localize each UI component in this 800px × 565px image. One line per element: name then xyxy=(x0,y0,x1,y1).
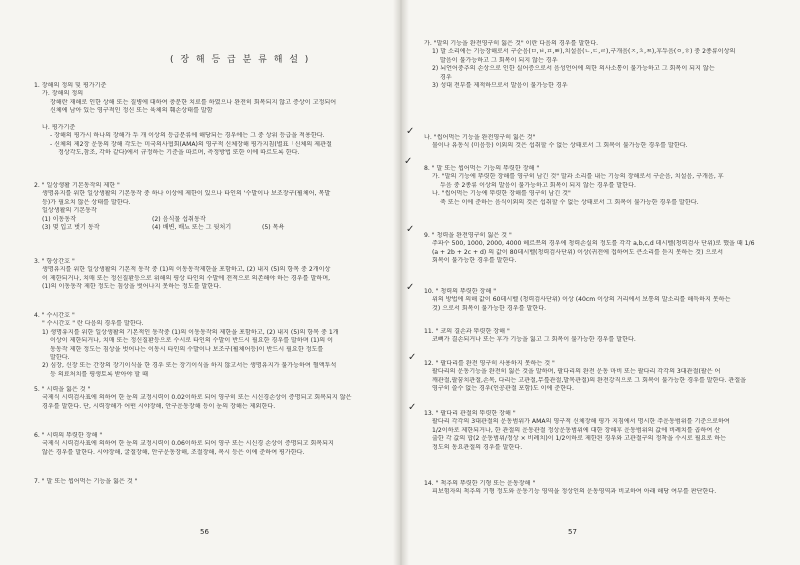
section-constant-care xyxy=(34,258,384,292)
page-number: 57 xyxy=(568,528,577,536)
basic-actions-row xyxy=(34,224,384,232)
text-line: 두음 중 2종류 이상의 발음이 불가능하고 회복이 되지 않는 경우를 말한다. xyxy=(440,181,636,189)
text-line: 출한 각 값의 합(2 운동범위/정상 × 비례치)이 1/2이하로 제한된 경우와 고관절구의 정착을 수시로 필요로 하는 xyxy=(432,435,727,443)
text-line: - 장해의 평가시 하나의 장해가 두 개 이상의 등급분류에 해당되는 경우에는 그 중 상위 등급을 적용한다. xyxy=(50,132,325,140)
section-heading: 11. " 코의 결손과 뚜렷한 장해 " xyxy=(424,328,510,335)
check-mark-icon: ✓ xyxy=(406,282,415,293)
text-line: 1) 말 소리에는 기능장해로서 구순음(ㅁ,ㅂ,ㅍ,ㅃ),치설음(ㄴ,ㄷ,ㄹ),구개음(ㅈ,ㅊ,ㅉ),후두음(ㅇ,ㅎ) 중 2종류이상의 xyxy=(432,48,736,56)
text-line: 경우를 말한다. 단, 시력장해가 어떤 시야장해, 안구운동장해 등이 눈의 장해는 제외한다. xyxy=(42,402,276,410)
text-line: 등 의료처치를 평생토록 받아야 할 때 xyxy=(50,370,148,378)
text-line: 국제식 시력검사표에 의하여 한 눈의 교정시력이 0.02이하로 되어 영구히 또는 시신경손상이 증명되고 회복되지 않은 xyxy=(42,394,352,402)
basic-actions-row xyxy=(34,216,384,224)
section-speech-impairment xyxy=(424,165,784,207)
text-line: 피보험자의 척추의 기형 정도와 운동기능 영역을 정상인의 운동영역과 비교하여 아래 해당 여부를 판단한다. xyxy=(432,488,717,496)
text-line: 물이나 유동식 (미음등) 이외의 것은 섭취할 수 없는 상태로서 그 회복이 불가능한 경우를 말한다. xyxy=(432,142,688,150)
section-nose xyxy=(424,328,784,345)
text-line: 이상이 제한되거나, 치매 또는 정신질환등으로 수시로 타인의 수발이 반드시 필요한 경우를 말하며 (1)의 이 xyxy=(50,337,333,345)
text-line: 가. "말의 기능에 뚜렷한 장해를 영구히 남긴 것" 말과 소리를 내는 기능의 장해로서 구순음, 치설음, 구개음, 후 xyxy=(432,173,724,181)
text-line: 죽 또는 이에 준하는 음식이외의 것은 섭취할 수 없는 상태로서 그 회복이 불가능한 경우를 말한다. xyxy=(440,198,699,206)
section-speech-loss xyxy=(34,478,384,486)
left-page xyxy=(20,0,390,565)
section-heading: 9. " 청력을 완전영구히 잃은 것 " xyxy=(424,232,512,239)
section-heading: 1. 장해의 정의 및 평가기준 xyxy=(34,82,107,89)
text-line: 것) 으로서 회복이 불가능한 경우를 말한다. xyxy=(432,304,547,312)
section-loss-of-sight xyxy=(34,386,384,411)
text-line: 2) 뇌언어중추의 손상으로 인한 실어증으로서 음성언어에 의한 의사소통이 불가능하고 그 회복이 되지 않는 xyxy=(432,65,715,73)
section-heading: 14. " 척추의 뚜렷한 기형 또는 운동장해 " xyxy=(424,480,536,487)
basic-action: (1) 이동동작 xyxy=(42,215,77,223)
section-limbs-complete xyxy=(424,360,784,394)
section-heading: 13. " 팔다리 관절의 뚜렷한 장해 " xyxy=(424,410,516,417)
text-line: 경우 xyxy=(440,73,452,81)
text-line: 발음이 불가능하고 그 회복이 되지 않는 경우 xyxy=(440,56,558,64)
subheading: 나. "씹어먹는 기능을 완전영구히 잃은 것" xyxy=(424,134,536,141)
text-line: 장해란 재해로 인한 상해 또는 질병에 대하여 충분한 치료를 하였으나 완전히 회복되지 않고 증상이 고정되어 xyxy=(50,98,337,106)
text-line: 팔다리 각각의 3대관절의 운동범위가 AMA의 영구적 신체장해 평가 지침에서 명시한 주운동범위를 기준으로하여 xyxy=(432,418,730,426)
section-heading: 6. " 시력의 뚜렷한 장해 " xyxy=(34,432,103,439)
section-hearing-impairment xyxy=(424,288,784,313)
text-line: 정도의 동요관절의 경우를 말한다. xyxy=(432,443,523,451)
text-line: 생명유지를 위한 일상생활의 기본적 동작 중 (1)의 이동동작제한을 포함하고, (2) 내지 (5)의 항목 중 2개이상 xyxy=(42,266,331,274)
section-heading: 4. " 수시간호 " xyxy=(34,312,75,319)
check-mark-icon: ✓ xyxy=(406,224,415,235)
basic-action: (2) 음식물 섭취동작 xyxy=(152,215,206,223)
text-line: 말한다. xyxy=(50,354,70,362)
subheading: 가. "말의 기능을 완전영구히 잃은 것" 이란 다음의 경우를 말한다. xyxy=(424,40,599,47)
text-line: 주파수 500, 1000, 2000, 4000 헤르쯔의 경우에 청력손실의 정도를 각각 a,b,c,d 데시벨(청력검사 단위)로 했을 때 1/6 xyxy=(432,240,755,248)
text-line: 1/2이하로 제한되거나, 한 관절의 운동관절 정상운동범위에 대한 장해후 운동범위의 값에 비례치를 곱하여 산 xyxy=(432,426,721,434)
text-line: 나. "씹어먹는 기능에 뚜렷한 장해를 영구히 남긴 것" xyxy=(432,190,571,198)
text-line: 등)가 필요치 않은 상태를 말한다. xyxy=(42,198,131,206)
section-heading: 8. " 말 또는 씹어먹는 기능의 뚜렷한 장해 " xyxy=(424,165,540,172)
check-mark-icon: ✓ xyxy=(408,402,417,413)
section-heading: 5. " 시력을 잃은 것 " xyxy=(34,386,91,393)
text-line: 이 제한되거나, 치매 또는 정신질환등으로 위해의 평상 타인의 수발에 전적으로 의존해야 하는 경우를 말하며, xyxy=(42,274,331,282)
page-number: 56 xyxy=(200,528,209,536)
text-line: 정상각도,참조, 각하 같다)에서 규정하는 기준을 따르며, 측정방법 또한 이에 따르도록 한다. xyxy=(58,149,300,157)
text-line: - 신체의 제2장 운동의 장해 각도는 미국의사협회(AMA)의 영구적 신체장해 평가지침(별표「신체의 제관절 xyxy=(50,140,332,148)
text-line: 1) 생명유지를 위한 일상생활의 기본적인 동작중 (1)의 이동동작의 제한을 포함하고, (2) 내지 (5)의 항목 중 1개 xyxy=(42,328,339,336)
section-heading: 3. " 항상간호 " xyxy=(34,258,75,265)
text-line: 코뼈가 결손되거나 또는 후가 기능을 잃고 그 회복이 불가능한 경우를 말한다. xyxy=(432,336,636,344)
text-line: 국제식 시력검사표에 의하여 한 눈의 교정시력이 0.06이하로 되어 영구 또는 시신경 손상이 증명되고 회복되지 xyxy=(42,440,334,448)
section-occasional-care xyxy=(34,312,384,379)
subheading: 나. 평가기준 xyxy=(42,124,76,132)
section-spine xyxy=(424,480,784,497)
section-chewing-complete xyxy=(424,134,784,151)
text-line: 않은 경우를 말한다. 시야장해, 굴절장해, 안구운동장해, 조절장해, 복시 등은 이에 준하여 평가한다. xyxy=(42,448,305,456)
text-line: 회복이 불가능한 경우를 말한다. xyxy=(432,257,517,265)
right-page xyxy=(404,0,788,565)
text-line: " 수시간호 " 란 다음의 경우를 말한다. xyxy=(42,320,144,328)
text-line: 위의 방법에 의해 값이 60데시벨 (청력검사단위) 이상 (40cm 이상의 거리에서 보통의 말소리를 해득하지 못하는 xyxy=(432,296,731,304)
text-line: (1)의 이동동작 제한 정도는 침상을 벗어나지 못하는 정도를 말한다. xyxy=(42,283,222,291)
check-mark-icon: ✓ xyxy=(406,126,415,137)
text-line: (a + 2b + 2c + d) 의 값이 80데시벨(청력검사단위) 이상(귀전에 접하여도 큰소리를 듣지 못하는 것) 으로서 xyxy=(432,248,724,256)
section-daily-life xyxy=(34,182,384,232)
page-title: ( 장 해 등 급 분 류 해 설 ) xyxy=(170,55,311,65)
basic-action: (5) 목욕 xyxy=(262,224,285,232)
text-line: 팔다리의 운동기능을 완전히 잃은 것을 말하며, 팔다리의 완전 운동 마비 또는 팔다리 각각의 3대관절(팔은 어 xyxy=(432,368,721,376)
text-line: 동동작 제한 정도는 침상을 벗어나는 이동시 타인의 수발이나 보조구(휠체어등)이 반드시 필요한 정도를 xyxy=(50,345,324,353)
text-line: 2) 심장, 신장 또는 간장의 장기이식을 한 경우 또는 장기이식을 하지 않고서는 생명유지가 불가능하여 혈액투석 xyxy=(42,362,337,370)
section-heading: 12. " 팔다리를 완전 영구히 사용하지 못하는 것 " xyxy=(424,360,555,367)
text-line: 3) 성대 전부를 제적하므로서 발음이 불가능한 경우 xyxy=(432,82,568,90)
text-line: 깨관절,팔꿈치관절,손목, 다리는 고관절,무릎관절,발목관절)의 완전강직으로 그 회복이 불가능한 경우를 말한다. 관절을 xyxy=(432,376,746,384)
text-line: 신체에 남아 있는 영구적인 정신 또는 육체의 훼손상태를 말함 xyxy=(50,107,213,115)
text-line xyxy=(34,116,384,124)
section-hearing-loss xyxy=(424,232,784,266)
section-limb-joints xyxy=(424,410,784,452)
check-mark-icon: ✓ xyxy=(408,352,417,363)
basic-action: (3) 몇 입고 벗기 동작 xyxy=(42,224,100,232)
check-mark-icon: ✓ xyxy=(404,156,413,167)
section-heading: 2. " 일상생활 기본동작의 제한 " xyxy=(34,182,120,189)
text-line: 생명유지를 위한 일상생활의 기본동작 중 하나 이상에 제한이 있으나 타인의 '수발이나 보조장구(휠체어, 목발 xyxy=(42,190,331,198)
section-sight-impairment xyxy=(34,432,384,457)
subheading: 가. 장해의 정의 xyxy=(42,90,84,98)
section-definition xyxy=(34,82,384,158)
section-heading: 7. " 말 또는 씹어먹는 기능을 잃은 것 " xyxy=(34,478,138,485)
section-speech-complete xyxy=(424,40,784,90)
text-line: 일상생활의 기본동작 xyxy=(42,207,97,215)
section-heading: 10. " 청력의 뚜렷한 장해 " xyxy=(424,288,497,295)
text-line: 영구히 쓸수 없는 경우(인공관절 포함)도 이에 준한다. xyxy=(432,385,574,393)
basic-action: (4) 배변, 배뇨 또는 그 뒷처기 xyxy=(152,224,232,232)
